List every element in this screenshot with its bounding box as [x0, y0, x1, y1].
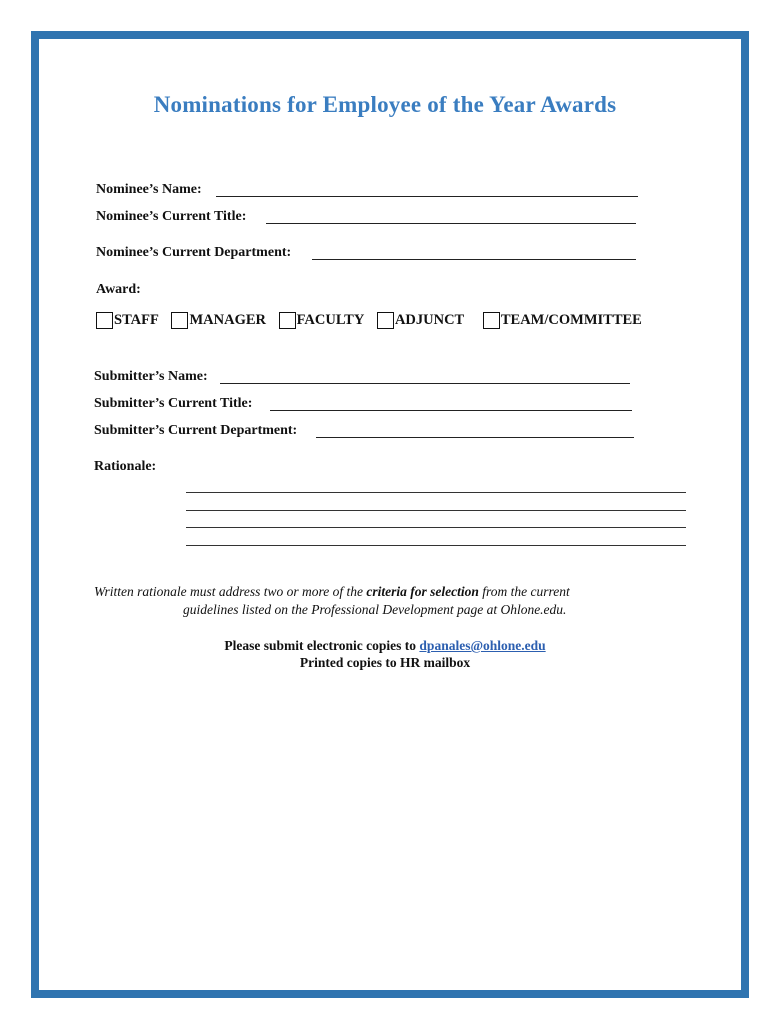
adjunct-checkbox[interactable]: [377, 312, 394, 329]
rationale-line-4[interactable]: [186, 545, 686, 546]
printed-copies-note: Printed copies to HR mailbox: [299, 655, 471, 670]
submitter-title-field[interactable]: [270, 410, 632, 411]
nominee-title-field[interactable]: [266, 223, 636, 224]
award-option-manager[interactable]: MANAGER: [171, 312, 266, 329]
submitter-title-label: Submitter’s Current Title:: [94, 396, 253, 411]
page-title: Nominations for Employee of the Year Awards: [153, 92, 617, 117]
rationale-line-1[interactable]: [186, 492, 686, 493]
email-link[interactable]: dpanales@ohlone.edu: [419, 638, 546, 653]
nominee-department-label: Nominee’s Current Department:: [96, 245, 292, 260]
award-options: [96, 312, 651, 334]
rationale-label: Rationale:: [94, 459, 157, 474]
rationale-note-line-1: Written rationale must address two or more of the criteria for selection from the current: [94, 584, 570, 599]
rationale-line-3[interactable]: [186, 527, 686, 528]
award-label: Award:: [96, 282, 141, 297]
submitter-name-label: Submitter’s Name:: [94, 369, 208, 384]
faculty-checkbox[interactable]: [279, 312, 296, 329]
rationale-line-2[interactable]: [186, 510, 686, 511]
submitter-department-field[interactable]: [316, 437, 634, 438]
submitter-name-field[interactable]: [220, 383, 630, 384]
nominee-name-field[interactable]: [216, 196, 638, 197]
staff-checkbox[interactable]: [96, 312, 113, 329]
nominee-title-label: Nominee’s Current Title:: [96, 209, 247, 224]
award-option-staff[interactable]: STAFF: [96, 312, 159, 329]
submit-instructions: Please submit electronic copies to dpanales@ohlone.edu: [224, 638, 546, 653]
rationale-note-line-2: guidelines listed on the Professional Development page at Ohlone.edu.: [183, 602, 567, 617]
team-committee-checkbox[interactable]: [483, 312, 500, 329]
nominee-department-field[interactable]: [312, 259, 636, 260]
nominee-name-label: Nominee’s Name:: [96, 182, 202, 197]
manager-checkbox[interactable]: [171, 312, 188, 329]
page-border: [31, 31, 749, 998]
award-option-faculty[interactable]: FACULTY: [279, 312, 365, 329]
award-option-adjunct[interactable]: ADJUNCT: [377, 312, 464, 329]
award-option-team-committee[interactable]: TEAM/COMMITTEE: [483, 312, 642, 329]
submitter-department-label: Submitter’s Current Department:: [94, 423, 298, 438]
